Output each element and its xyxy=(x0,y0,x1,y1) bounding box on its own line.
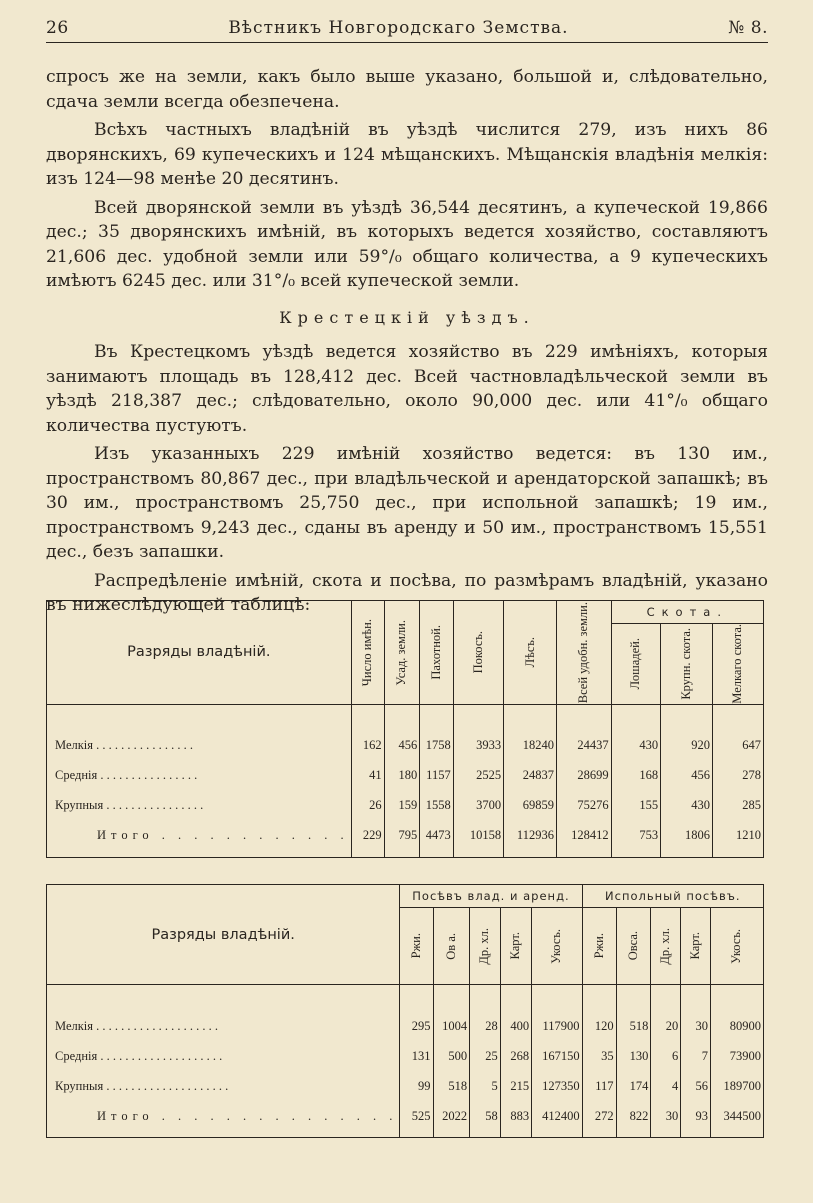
column-header xyxy=(420,601,453,705)
table-cell: 56 xyxy=(681,1071,711,1101)
column-header xyxy=(661,624,713,705)
table-cell: 2525 xyxy=(453,761,503,791)
column-header xyxy=(470,908,501,985)
table-row-total xyxy=(47,821,764,858)
table-cell: 518 xyxy=(433,1071,470,1101)
table-row xyxy=(47,985,764,1042)
table-row xyxy=(47,761,764,791)
column-header-categories: Разряды владѣній. xyxy=(47,601,352,705)
table-cell: 272 xyxy=(582,1101,616,1138)
column-header xyxy=(433,908,470,985)
row-label: Итого . . . . . . . . . . . . xyxy=(47,821,352,858)
table-cell: 822 xyxy=(616,1101,651,1138)
table-cell: 647 xyxy=(712,704,763,761)
column-header-label: Ржи. xyxy=(591,933,606,959)
table-cell: 920 xyxy=(661,704,713,761)
table-cell: 93 xyxy=(681,1101,711,1138)
table-cell: 75276 xyxy=(556,791,611,821)
table-cell: 229 xyxy=(351,821,384,858)
table-cell: 10158 xyxy=(453,821,503,858)
table-cell: 1806 xyxy=(661,821,713,858)
body-text xyxy=(46,65,768,618)
column-header xyxy=(611,624,661,705)
table-cell: 26 xyxy=(351,791,384,821)
table-cell: 58 xyxy=(470,1101,501,1138)
table-row xyxy=(47,791,764,821)
column-header-label: Укосъ. xyxy=(549,928,564,964)
column-header-label: Покосъ. xyxy=(470,631,485,674)
issue-number: № 8. xyxy=(728,18,768,38)
table-cell: 295 xyxy=(400,985,433,1042)
table-cell: 117 xyxy=(582,1071,616,1101)
column-header xyxy=(616,908,651,985)
table-cell: 525 xyxy=(400,1101,433,1138)
column-header xyxy=(681,908,711,985)
table-cell: 30 xyxy=(681,985,711,1042)
table-cell: 69859 xyxy=(504,791,557,821)
table-cell: 795 xyxy=(384,821,420,858)
table-cell: 189700 xyxy=(710,1071,763,1101)
table-cell: 99 xyxy=(400,1071,433,1101)
table-cell: 344500 xyxy=(710,1101,763,1138)
table-cell: 6 xyxy=(651,1041,681,1071)
column-header-label: Др. хл. xyxy=(658,927,673,965)
table-cell: 24437 xyxy=(556,704,611,761)
table-cell: 127350 xyxy=(532,1071,582,1101)
column-header xyxy=(712,624,763,705)
paragraph: Въ Крестецкомъ уѣздѣ ведется хозяйство въ 229 имѣніяхъ, которыя занимаютъ площадь въ 128,412 дес. Всей частновладѣльческой земли въ уѣздѣ 218,387 дес.; слѣдовательно, около 90,000 дес. или 41°/₀ общаго количества пустуютъ. xyxy=(46,342,768,436)
column-group-header: Испольный посѣвъ. xyxy=(582,885,763,908)
column-header xyxy=(556,601,611,705)
table-cell: 168 xyxy=(611,761,661,791)
column-header xyxy=(384,601,420,705)
table-cell: 412400 xyxy=(532,1101,582,1138)
table-cell: 25 xyxy=(470,1041,501,1071)
column-header xyxy=(710,908,763,985)
table-cell: 35 xyxy=(582,1041,616,1071)
column-header-label: Ов а. xyxy=(443,932,458,960)
row-label: Мелкія . . . . . . . . . . . . . . . . . . . . xyxy=(47,985,400,1042)
table-cell: 73900 xyxy=(710,1041,763,1071)
table-cell: 400 xyxy=(500,985,531,1042)
column-header-label: Всей удобн. земли. xyxy=(576,601,591,703)
table-cell: 130 xyxy=(616,1041,651,1071)
column-header-label: Карт. xyxy=(508,932,523,960)
table-cell: 28 xyxy=(470,985,501,1042)
table-cell: 215 xyxy=(500,1071,531,1101)
table-cell: 174 xyxy=(616,1071,651,1101)
table-cell: 4 xyxy=(651,1071,681,1101)
table-cell: 117900 xyxy=(532,985,582,1042)
table-cell: 1004 xyxy=(433,985,470,1042)
table-cell: 456 xyxy=(661,761,713,791)
table-cell: 1758 xyxy=(420,704,453,761)
table-cell: 5 xyxy=(470,1071,501,1101)
table-cell: 41 xyxy=(351,761,384,791)
table-cell: 1210 xyxy=(712,821,763,858)
table-cell: 456 xyxy=(384,704,420,761)
column-header-categories: Разряды владѣній. xyxy=(47,885,400,985)
column-header-label: Ржи. xyxy=(408,933,423,959)
table-cell: 131 xyxy=(400,1041,433,1071)
column-header xyxy=(582,908,616,985)
column-header-label: Пахотной. xyxy=(428,625,443,680)
table-cell: 430 xyxy=(611,704,661,761)
table-cell: 518 xyxy=(616,985,651,1042)
table-cell: 159 xyxy=(384,791,420,821)
table-cell: 28699 xyxy=(556,761,611,791)
column-header-label: Число имѣн. xyxy=(360,618,375,686)
page-number: 26 xyxy=(46,18,69,38)
table-row xyxy=(47,704,764,761)
column-header-label: Карт. xyxy=(688,932,703,960)
row-label: Крупныя . . . . . . . . . . . . . . . . xyxy=(47,791,352,821)
table-row xyxy=(47,1041,764,1071)
table-cell: 2022 xyxy=(433,1101,470,1138)
table-cell: 883 xyxy=(500,1101,531,1138)
column-header-label: Мелкаго скота. xyxy=(730,624,745,704)
table-cell: 7 xyxy=(681,1041,711,1071)
column-header-label: Др. хл. xyxy=(477,927,492,965)
column-header xyxy=(532,908,582,985)
table-cell: 285 xyxy=(712,791,763,821)
column-header xyxy=(351,601,384,705)
table-cell: 500 xyxy=(433,1041,470,1071)
row-label: Итого . . . . . . . . . . . . . . . xyxy=(47,1101,400,1138)
table-cell: 167150 xyxy=(532,1041,582,1071)
column-header xyxy=(453,601,503,705)
table-cell: 20 xyxy=(651,985,681,1042)
table-cell: 112936 xyxy=(504,821,557,858)
table-cell: 120 xyxy=(582,985,616,1042)
paragraph: спросъ же на земли, какъ было выше указано, большой и, слѣдовательно, сдача земли всегда обезпечена. xyxy=(46,67,768,112)
column-header xyxy=(504,601,557,705)
journal-title: Вѣстникъ Новгородскаго Земства. xyxy=(228,18,569,38)
table-cell: 278 xyxy=(712,761,763,791)
table-cell: 753 xyxy=(611,821,661,858)
column-header-label: Укосъ. xyxy=(729,928,744,964)
section-title: Крестецкій уѣздъ. xyxy=(279,307,535,327)
column-header xyxy=(500,908,531,985)
column-group-header: Посѣвъ влад. и аренд. xyxy=(400,885,582,908)
table-cell: 24837 xyxy=(504,761,557,791)
table-cell: 155 xyxy=(611,791,661,821)
table-cell: 162 xyxy=(351,704,384,761)
column-header-label: Лѣсъ. xyxy=(522,637,537,668)
row-label: Среднія . . . . . . . . . . . . . . . . xyxy=(47,761,352,791)
table-cell: 3933 xyxy=(453,704,503,761)
paragraph: Изъ указанныхъ 229 имѣній хозяйство ведется: въ 130 им., пространствомъ 80,867 дес., при владѣльческой и арендаторской запашкѣ; въ 30 им., пространствомъ 25,750 дес., при испольной запашкѣ; 19 им., пространствомъ 9,243 дес., сданы въ аренду и 50 им., пространствомъ 15,551 дес., безъ запашки. xyxy=(46,444,768,562)
paragraph: Распредѣленіе имѣній, скота и посѣва, по размѣрамъ владѣній, указано въ нижеслѣдующей таблицѣ: xyxy=(46,570,768,615)
paragraph: Всѣхъ частныхъ владѣній въ уѣздѣ числится 279, изъ нихъ 86 дворянскихъ, 69 купеческихъ и 124 мѣщанскихъ. Мѣщанскія владѣнія мелкія: изъ 124—98 менѣе 20 десятинъ. xyxy=(46,120,768,189)
table-cell: 430 xyxy=(661,791,713,821)
table-cell: 1558 xyxy=(420,791,453,821)
table-cell: 18240 xyxy=(504,704,557,761)
column-header xyxy=(651,908,681,985)
table-row-total xyxy=(47,1101,764,1138)
table-cell: 30 xyxy=(651,1101,681,1138)
row-label: Крупныя . . . . . . . . . . . . . . . . . . . . xyxy=(47,1071,400,1101)
table-cell: 1157 xyxy=(420,761,453,791)
page xyxy=(46,18,768,622)
column-header-label: Овса. xyxy=(625,931,640,961)
table-sowing xyxy=(46,884,764,1138)
table-cell: 3700 xyxy=(453,791,503,821)
table-cell: 268 xyxy=(500,1041,531,1071)
column-header xyxy=(400,908,433,985)
column-header-label: Усад. земли. xyxy=(394,619,409,686)
table-holdings-livestock xyxy=(46,600,764,858)
table-row xyxy=(47,1071,764,1101)
column-group-header: Скота. xyxy=(611,601,763,624)
table-cell: 4473 xyxy=(420,821,453,858)
row-label: Мелкія . . . . . . . . . . . . . . . . xyxy=(47,704,352,761)
table-cell: 80900 xyxy=(710,985,763,1042)
running-header xyxy=(46,18,768,43)
column-header-label: Крупн. скота. xyxy=(679,628,694,700)
paragraph: Всей дворянской земли въ уѣздѣ 36,544 десятинъ, а купеческой 19,866 дес.; 35 дворянскихъ имѣній, въ которыхъ ведется хозяйство, составляютъ 21,606 дес. удобной земли или 59°/₀ общаго количества, а 9 купеческихъ имѣютъ 6245 дес. или 31°/₀ всей купеческой земли. xyxy=(46,197,768,291)
table-cell: 180 xyxy=(384,761,420,791)
table-cell: 128412 xyxy=(556,821,611,858)
column-header-label: Лошадей. xyxy=(628,638,643,690)
row-label: Среднія . . . . . . . . . . . . . . . . . . . . xyxy=(47,1041,400,1071)
